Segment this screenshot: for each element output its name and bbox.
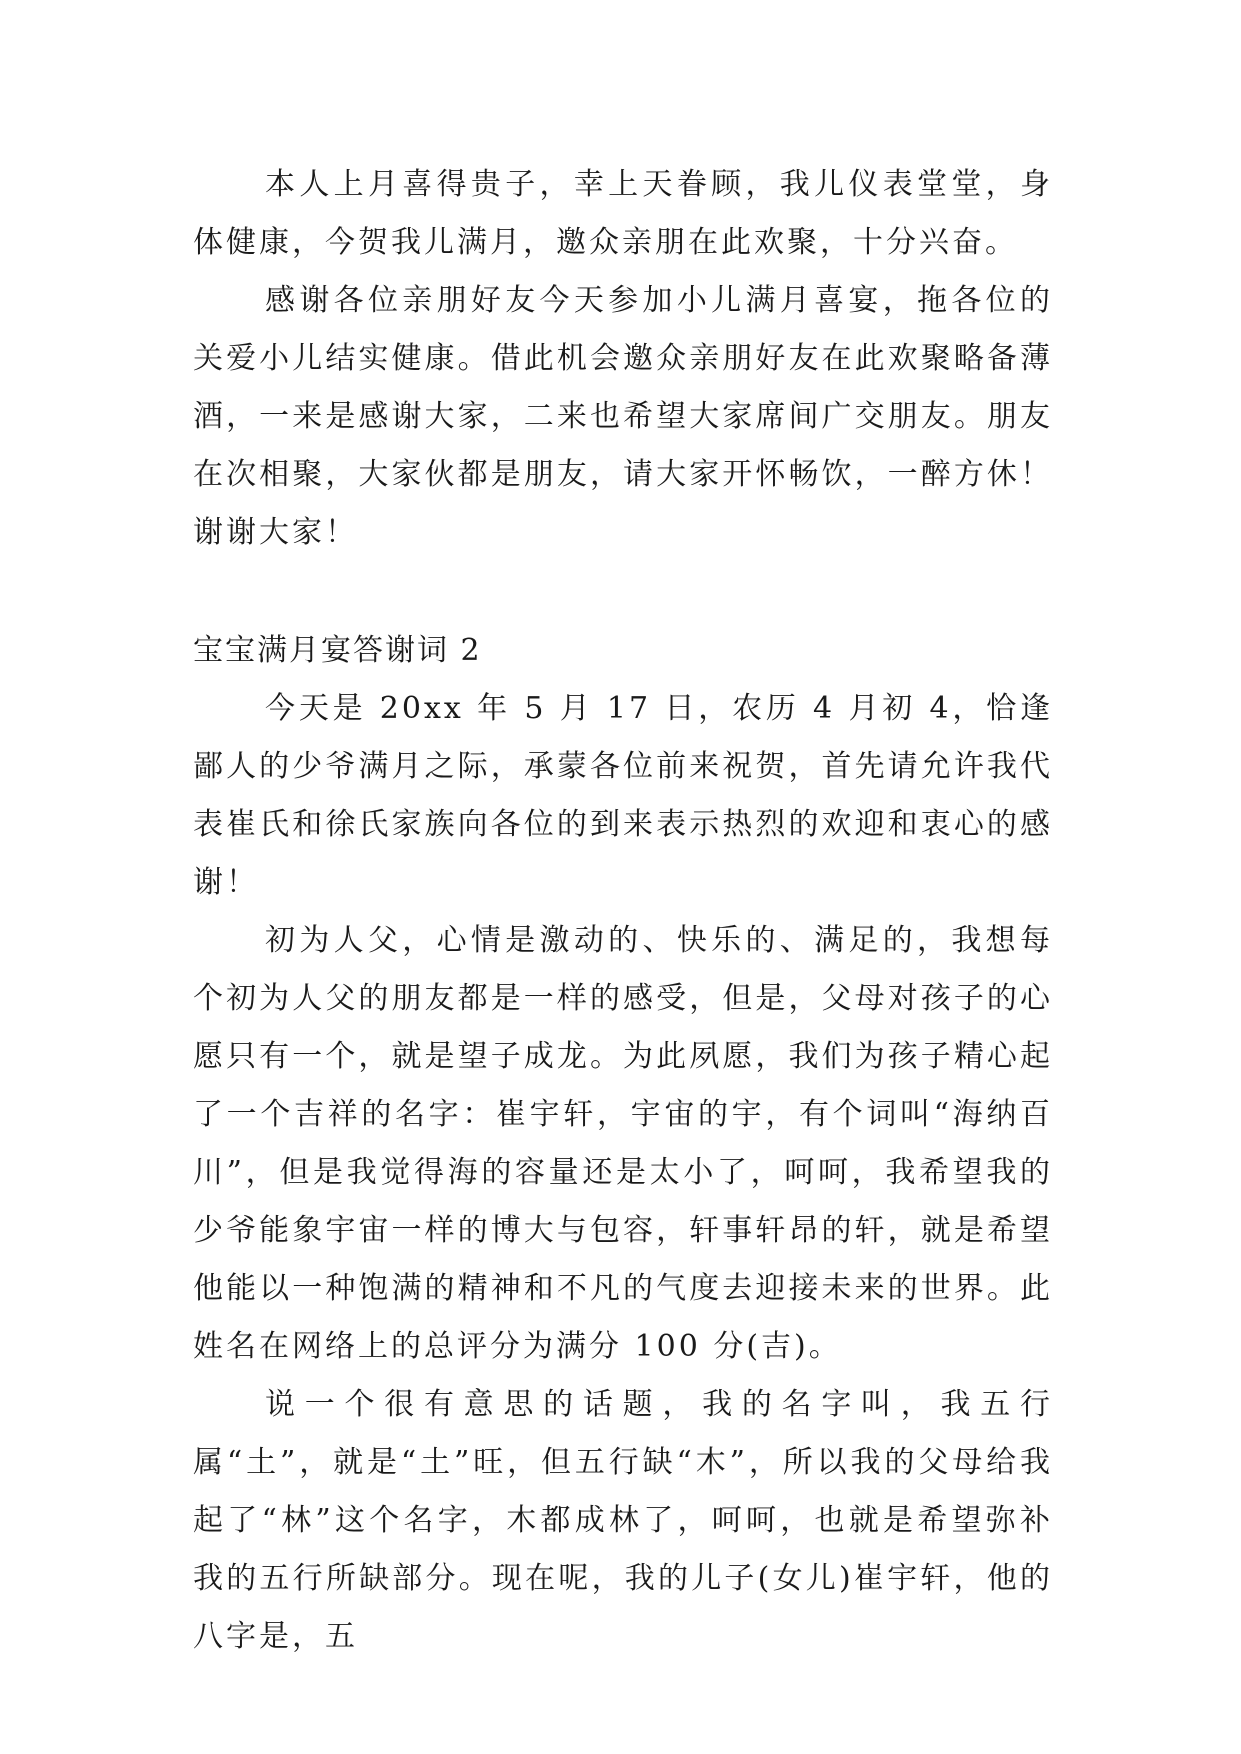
paragraph-five-elements: 说一个很有意思的话题，我的名字叫，我五行属“土”，就是“土”旺，但五行缺“木”，所以我的父母给我起了“林”这个名字，木都成林了，呵呵，也就是希望弥补我的五行所缺部分。现在呢，我的儿子(女儿)崔宇轩，他的八字是，五 [193,1387,1053,1654]
section-heading: 宝宝满月宴答谢词 2 [193,633,482,668]
paragraph-naming: 初为人父，心情是激动的、快乐的、满足的，我想每个初为人父的朋友都是一样的感受，但是，父母对孩子的心愿只有一个，就是望子成龙。为此夙愿，我们为孩子精心起了一个吉祥的名字：崔宇轩，宇宙的宇，有个词叫“海纳百川”，但是我觉得海的容量还是太小了，呵呵，我希望我的少爷能象宇宙一样的博大与包容，轩事轩昂的轩，就是希望他能以一种饱满的精神和不凡的气度去迎接未来的世界。此姓名在网络上的总评分为满分 100 分(吉)。 [193,923,1053,1364]
paragraph-congratulation: 本人上月喜得贵子，幸上天眷顾，我儿仪表堂堂，身体健康，今贺我儿满月，邀众亲朋在此欢聚，十分兴奋。 [193,167,1053,260]
paragraph-date-welcome: 今天是 20xx 年 5 月 17 日，农历 4 月初 4，恰逢鄙人的少爷满月之际，承蒙各位前来祝贺，首先请允许我代表崔氏和徐氏家族向各位的到来表示热烈的欢迎和衷心的感谢！ [193,691,1053,900]
paragraph-thanks-guests: 感谢各位亲朋好友今天参加小儿满月喜宴，拖各位的关爱小儿结实健康。借此机会邀众亲朋好友在此欢聚略备薄酒，一来是感谢大家，二来也希望大家席间广交朋友。朋友在次相聚，大家伙都是朋友，请大家开怀畅饮，一醉方休！谢谢大家！ [193,283,1053,550]
document-body [193,156,1053,1666]
